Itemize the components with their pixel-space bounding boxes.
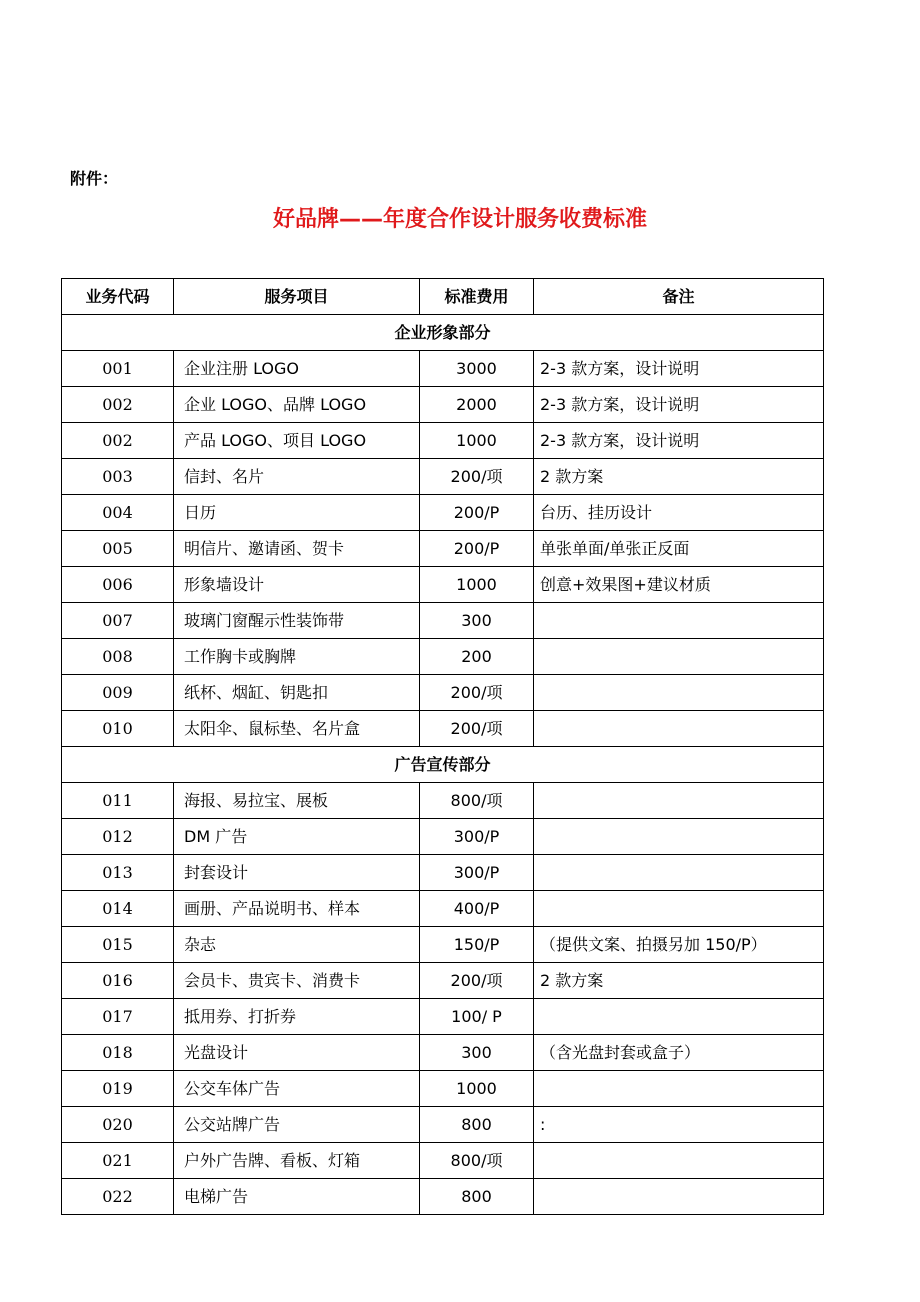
cell-note bbox=[534, 999, 824, 1035]
table-row bbox=[62, 1143, 824, 1179]
table-row bbox=[62, 567, 824, 603]
table-row bbox=[62, 423, 824, 459]
cell-code: 010 bbox=[62, 711, 174, 747]
cell-fee: 200/项 bbox=[420, 963, 534, 999]
cell-item: 画册、产品说明书、样本 bbox=[174, 891, 420, 927]
table-row bbox=[62, 783, 824, 819]
table-row bbox=[62, 531, 824, 567]
cell-code: 012 bbox=[62, 819, 174, 855]
table-row bbox=[62, 351, 824, 387]
section-title: 广告宣传部分 bbox=[62, 747, 824, 783]
cell-item: 明信片、邀请函、贺卡 bbox=[174, 531, 420, 567]
cell-code: 013 bbox=[62, 855, 174, 891]
cell-note bbox=[534, 1179, 824, 1215]
table-row bbox=[62, 927, 824, 963]
cell-note bbox=[534, 675, 824, 711]
cell-code: 007 bbox=[62, 603, 174, 639]
table-row bbox=[62, 963, 824, 999]
attachment-label: 附件： bbox=[70, 169, 119, 188]
cell-fee: 200/P bbox=[420, 531, 534, 567]
cell-note: 2-3 款方案，设计说明 bbox=[534, 423, 824, 459]
cell-item: 杂志 bbox=[174, 927, 420, 963]
cell-fee: 300/P bbox=[420, 819, 534, 855]
cell-code: 009 bbox=[62, 675, 174, 711]
cell-item: 抵用券、打折券 bbox=[174, 999, 420, 1035]
cell-code: 004 bbox=[62, 495, 174, 531]
table-body bbox=[62, 315, 824, 1215]
table-row bbox=[62, 819, 824, 855]
cell-item: 工作胸卡或胸牌 bbox=[174, 639, 420, 675]
cell-code: 021 bbox=[62, 1143, 174, 1179]
cell-note: 2 款方案 bbox=[534, 963, 824, 999]
cell-code: 022 bbox=[62, 1179, 174, 1215]
cell-fee: 800 bbox=[420, 1107, 534, 1143]
cell-code: 020 bbox=[62, 1107, 174, 1143]
cell-item: 户外广告牌、看板、灯箱 bbox=[174, 1143, 420, 1179]
cell-item: 玻璃门窗醒示性装饰带 bbox=[174, 603, 420, 639]
cell-note bbox=[534, 1143, 824, 1179]
table-row bbox=[62, 711, 824, 747]
cell-note: 2 款方案 bbox=[534, 459, 824, 495]
table-row bbox=[62, 459, 824, 495]
cell-item: 电梯广告 bbox=[174, 1179, 420, 1215]
table-row bbox=[62, 1179, 824, 1215]
cell-item: 光盘设计 bbox=[174, 1035, 420, 1071]
cell-code: 008 bbox=[62, 639, 174, 675]
cell-fee: 400/P bbox=[420, 891, 534, 927]
cell-item: 企业 LOGO、品牌 LOGO bbox=[174, 387, 420, 423]
cell-item: 产品 LOGO、项目 LOGO bbox=[174, 423, 420, 459]
table-row bbox=[62, 1107, 824, 1143]
table-row bbox=[62, 387, 824, 423]
cell-fee: 3000 bbox=[420, 351, 534, 387]
cell-item: 形象墙设计 bbox=[174, 567, 420, 603]
cell-fee: 1000 bbox=[420, 1071, 534, 1107]
cell-fee: 200/项 bbox=[420, 675, 534, 711]
header-note: 备注 bbox=[534, 279, 824, 315]
table-row bbox=[62, 675, 824, 711]
cell-item: 日历 bbox=[174, 495, 420, 531]
cell-fee: 200/项 bbox=[420, 459, 534, 495]
cell-note bbox=[534, 711, 824, 747]
cell-code: 016 bbox=[62, 963, 174, 999]
cell-note bbox=[534, 855, 824, 891]
table-row bbox=[62, 855, 824, 891]
table-row bbox=[62, 999, 824, 1035]
cell-code: 019 bbox=[62, 1071, 174, 1107]
cell-fee: 800/项 bbox=[420, 783, 534, 819]
cell-item: 企业注册 LOGO bbox=[174, 351, 420, 387]
cell-item: 太阳伞、鼠标垫、名片盒 bbox=[174, 711, 420, 747]
cell-code: 002 bbox=[62, 387, 174, 423]
cell-note bbox=[534, 891, 824, 927]
section-title: 企业形象部分 bbox=[62, 315, 824, 351]
table-row bbox=[62, 495, 824, 531]
header-code: 业务代码 bbox=[62, 279, 174, 315]
cell-item: 封套设计 bbox=[174, 855, 420, 891]
cell-item: 公交站牌广告 bbox=[174, 1107, 420, 1143]
cell-item: 公交车体广告 bbox=[174, 1071, 420, 1107]
cell-item: 海报、易拉宝、展板 bbox=[174, 783, 420, 819]
section-row bbox=[62, 315, 824, 351]
cell-note bbox=[534, 603, 824, 639]
cell-fee: 2000 bbox=[420, 387, 534, 423]
cell-code: 015 bbox=[62, 927, 174, 963]
cell-note: : bbox=[534, 1107, 824, 1143]
cell-item: 信封、名片 bbox=[174, 459, 420, 495]
table-row bbox=[62, 603, 824, 639]
cell-code: 014 bbox=[62, 891, 174, 927]
cell-fee: 1000 bbox=[420, 423, 534, 459]
cell-item: 会员卡、贵宾卡、消费卡 bbox=[174, 963, 420, 999]
header-item: 服务项目 bbox=[174, 279, 420, 315]
cell-fee: 200/P bbox=[420, 495, 534, 531]
cell-fee: 100/ P bbox=[420, 999, 534, 1035]
cell-note bbox=[534, 1071, 824, 1107]
cell-code: 017 bbox=[62, 999, 174, 1035]
cell-code: 018 bbox=[62, 1035, 174, 1071]
cell-code: 005 bbox=[62, 531, 174, 567]
cell-fee: 200/项 bbox=[420, 711, 534, 747]
cell-fee: 800 bbox=[420, 1179, 534, 1215]
header-fee: 标准费用 bbox=[420, 279, 534, 315]
cell-code: 002 bbox=[62, 423, 174, 459]
document-title: 好品牌——年度合作设计服务收费标准 bbox=[272, 207, 647, 232]
cell-fee: 200 bbox=[420, 639, 534, 675]
cell-note: （提供文案、拍摄另加 150/P） bbox=[534, 927, 824, 963]
cell-code: 003 bbox=[62, 459, 174, 495]
table-header-row bbox=[62, 279, 824, 315]
cell-fee: 300/P bbox=[420, 855, 534, 891]
cell-fee: 300 bbox=[420, 603, 534, 639]
cell-code: 006 bbox=[62, 567, 174, 603]
cell-code: 001 bbox=[62, 351, 174, 387]
fee-table bbox=[61, 278, 824, 1215]
cell-fee: 300 bbox=[420, 1035, 534, 1071]
table-row bbox=[62, 1071, 824, 1107]
cell-note: 单张单面/单张正反面 bbox=[534, 531, 824, 567]
cell-code: 011 bbox=[62, 783, 174, 819]
cell-note: 2-3 款方案，设计说明 bbox=[534, 387, 824, 423]
table-row bbox=[62, 1035, 824, 1071]
cell-note: 创意+效果图+建议材质 bbox=[534, 567, 824, 603]
cell-note: （含光盘封套或盒子） bbox=[534, 1035, 824, 1071]
cell-item: DM 广告 bbox=[174, 819, 420, 855]
table-row bbox=[62, 639, 824, 675]
cell-fee: 150/P bbox=[420, 927, 534, 963]
cell-note bbox=[534, 783, 824, 819]
cell-item: 纸杯、烟缸、钥匙扣 bbox=[174, 675, 420, 711]
table-row bbox=[62, 891, 824, 927]
cell-note bbox=[534, 639, 824, 675]
cell-note: 2-3 款方案，设计说明 bbox=[534, 351, 824, 387]
cell-note bbox=[534, 819, 824, 855]
cell-note: 台历、挂历设计 bbox=[534, 495, 824, 531]
cell-fee: 1000 bbox=[420, 567, 534, 603]
section-row bbox=[62, 747, 824, 783]
cell-fee: 800/项 bbox=[420, 1143, 534, 1179]
